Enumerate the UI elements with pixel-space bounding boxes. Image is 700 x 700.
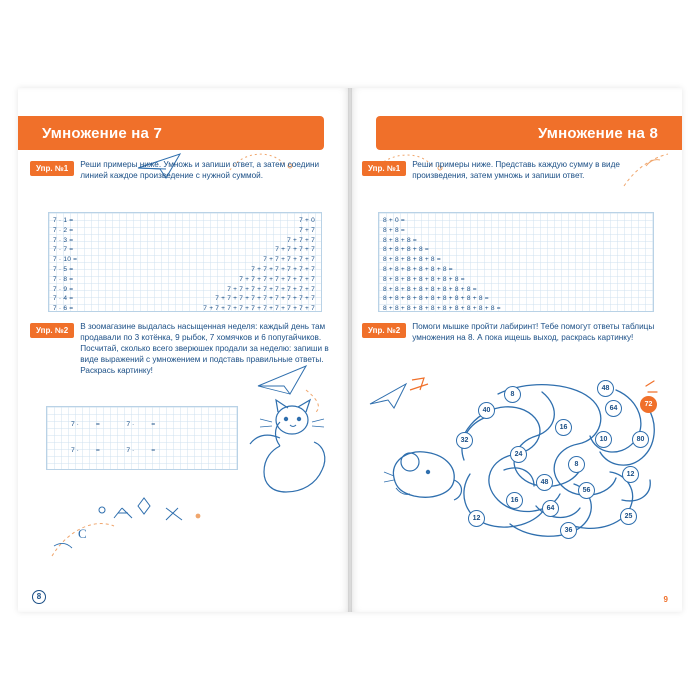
sum-line: 8 + 8 + 8 + 8 + 8 + 8 + 8 + 8 + 8 =	[383, 295, 489, 303]
equation-line: 7 · 6 =	[53, 305, 74, 313]
sum-line: 8 + 8 + 8 =	[383, 236, 417, 244]
left-ex2-answer-grid[interactable]	[46, 406, 238, 470]
left-ex1-block	[30, 160, 338, 182]
right-page-number: 9	[663, 595, 668, 604]
right-ex1-lines	[379, 213, 653, 311]
maze-number[interactable]: 56	[578, 482, 595, 499]
maze-number[interactable]: 10	[595, 431, 612, 448]
left-ex1-gridbox[interactable]	[48, 212, 322, 312]
sum-line: 8 + 0 =	[383, 217, 405, 224]
sum-line: 7 + 7 + 7 + 7 + 7	[263, 256, 315, 264]
sum-line: 8 + 8 + 8 + 8 + 8 + 8 + 8 + 8 =	[383, 285, 477, 293]
right-page-banner	[376, 116, 682, 150]
maze-number[interactable]: 25	[620, 508, 637, 525]
left-ex2-text: В зоомагазине выдалась насыщенная неделя: каждый день там продавали по 3 котёнка, 9 рыбок, 7 хомячков и 6 попугайчиков. Посчитай, сколько всего зверюшек продали за неделю: запиши в виде выражений с умножением и подставь правильные ответы. Раскрась картинку!	[80, 322, 329, 375]
equation-line: 7 · 9 =	[53, 285, 74, 293]
left-ex2-tag: Упр. №2	[30, 323, 74, 338]
sum-line: 7 + 7 + 7 + 7 + 7 + 7 + 7	[239, 275, 315, 283]
sum-line: 8 + 8 + 8 + 8 + 8 + 8 + 8 + 8 + 8 + 8 =	[383, 305, 501, 313]
maze-number[interactable]: 64	[605, 400, 622, 417]
maze-number[interactable]: 16	[506, 492, 523, 509]
right-page-title: Умножение на 8	[538, 124, 658, 142]
right-ex2-tag: Упр. №2	[362, 323, 406, 338]
sum-line: 7 + 0	[299, 217, 315, 224]
sum-line: 8 + 8 + 8 + 8 + 8 + 8 + 8 =	[383, 275, 465, 283]
sum-line: 8 + 8 + 8 + 8 + 8 =	[383, 256, 441, 264]
maze-number[interactable]: 48	[536, 474, 553, 491]
book-gutter	[348, 88, 352, 612]
maze-number[interactable]: 72	[640, 396, 657, 413]
equation-line: 7 · 3 =	[53, 236, 74, 244]
right-page	[350, 88, 682, 612]
equation-line: 7 · 2 =	[53, 226, 74, 234]
right-ex1-tag: Упр. №1	[362, 161, 406, 176]
sum-line: 8 + 8 =	[383, 226, 405, 234]
left-ex1-text: Реши примеры ниже. Умножь и запиши ответ, а затем соедини линией каждое произведение с нужной суммой.	[80, 160, 320, 180]
svg-text:C: C	[78, 526, 87, 541]
left-ex1-tag: Упр. №1	[30, 161, 74, 176]
book-spread	[18, 88, 682, 612]
left-page-number	[32, 590, 46, 604]
left-page-title: Умножение на 7	[42, 124, 162, 142]
right-ex1-gridbox[interactable]	[378, 212, 654, 312]
left-ex1-right-column	[81, 213, 321, 311]
maze-number[interactable]: 40	[478, 402, 495, 419]
left-page-number-value: 8	[32, 590, 46, 604]
sum-line: 7 + 7	[299, 226, 315, 234]
left-ex1-head	[30, 160, 338, 182]
maze-number[interactable]: 12	[622, 466, 639, 483]
maze-number[interactable]: 32	[456, 432, 473, 449]
maze-number[interactable]: 64	[542, 500, 559, 517]
sum-line: 7 + 7 + 7	[287, 236, 315, 244]
sum-line: 7 + 7 + 7 + 7 + 7 + 7 + 7 + 7 + 7 + 7	[203, 305, 315, 313]
sum-line: 7 + 7 + 7 + 7 + 7 + 7	[251, 265, 315, 273]
equation-line: 7 · 7 =	[53, 246, 74, 254]
right-ex1-head	[362, 160, 670, 182]
maze-number[interactable]: 8	[568, 456, 585, 473]
sum-line: 7 + 7 + 7 + 7 + 7 + 7 + 7 + 7 + 7	[215, 295, 315, 303]
left-page	[18, 88, 350, 612]
right-ex2-block	[362, 322, 670, 344]
right-ex1-text: Реши примеры ниже. Представь каждую сумму в виде произведения, затем умножь и запиши ответ.	[412, 160, 620, 180]
bottom-doodles	[48, 490, 238, 576]
maze-number[interactable]: 12	[468, 510, 485, 527]
answer-row-2: 7 · = 7 · =	[71, 447, 156, 454]
right-ex1-block	[362, 160, 670, 182]
sum-line: 7 + 7 + 7 + 7	[275, 246, 315, 254]
answer-row-1: 7 · = 7 · =	[71, 421, 156, 428]
mouse-illustration	[380, 432, 466, 510]
maze-number[interactable]: 8	[504, 386, 521, 403]
maze-number[interactable]: 16	[555, 419, 572, 436]
sum-line: 8 + 8 + 8 + 8 + 8 + 8 =	[383, 265, 453, 273]
maze-number[interactable]: 36	[560, 522, 577, 539]
maze-number[interactable]: 80	[632, 431, 649, 448]
equation-line: 7 · 8 =	[53, 275, 74, 283]
arrow-doodle	[366, 374, 438, 422]
sum-line: 7 + 7 + 7 + 7 + 7 + 7 + 7 + 7	[227, 285, 315, 293]
maze-number[interactable]: 24	[510, 446, 527, 463]
paper-plane-small-icon	[256, 360, 330, 408]
maze-number[interactable]: 48	[597, 380, 614, 397]
right-ex2-head	[362, 322, 670, 344]
equation-line: 7 · 4 =	[53, 295, 74, 303]
right-ex2-text: Помоги мышке пройти лабиринт! Тебе помогут ответы таблицы умножения на 8. А пока ищешь выход, раскрась картинку!	[412, 322, 655, 342]
sum-line: 8 + 8 + 8 + 8 =	[383, 246, 429, 254]
equation-line: 7 · 1 =	[53, 217, 74, 224]
equation-line: 7 · 10 =	[53, 256, 78, 264]
equation-line: 7 · 5 =	[53, 265, 74, 273]
maze-area[interactable]	[450, 374, 666, 546]
